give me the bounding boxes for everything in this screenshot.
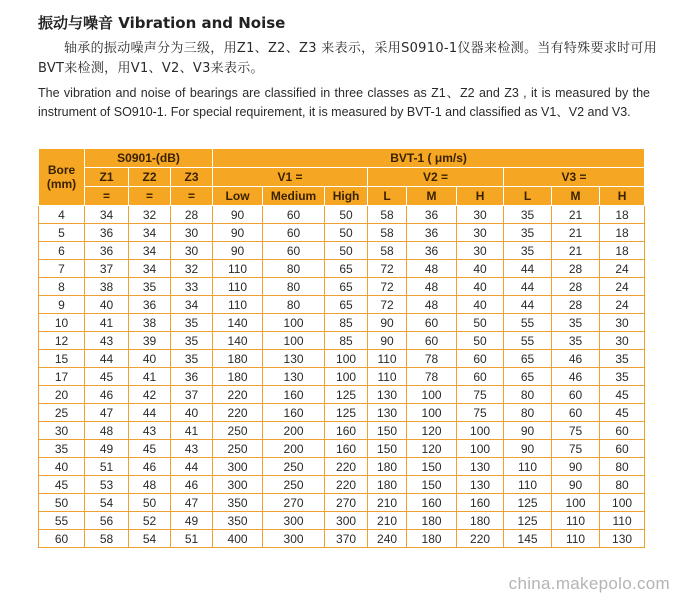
value-cell: 160 [325, 422, 368, 440]
value-cell: 34 [85, 206, 129, 224]
value-cell: 46 [171, 476, 213, 494]
value-cell: 65 [325, 296, 368, 314]
value-cell: 34 [171, 296, 213, 314]
value-cell: 60 [552, 386, 600, 404]
value-cell: 21 [552, 242, 600, 260]
value-cell: 46 [552, 368, 600, 386]
value-cell: 28 [171, 206, 213, 224]
value-cell: 180 [368, 476, 407, 494]
value-cell: 35 [171, 350, 213, 368]
value-cell: 38 [85, 278, 129, 296]
value-cell: 220 [213, 404, 263, 422]
value-cell: 370 [325, 530, 368, 548]
table-row [39, 260, 645, 278]
value-cell: 270 [325, 494, 368, 512]
table-row [39, 278, 645, 296]
value-cell: 58 [368, 206, 407, 224]
value-cell: 47 [85, 404, 129, 422]
value-cell: 54 [85, 494, 129, 512]
value-cell: 45 [85, 368, 129, 386]
value-cell: 220 [457, 530, 504, 548]
value-cell: 42 [129, 386, 171, 404]
bvt-header: BVT-1 ( μm/s) [213, 149, 645, 168]
table-row [39, 422, 645, 440]
value-cell: 210 [368, 512, 407, 530]
value-cell: 160 [325, 440, 368, 458]
value-cell: 130 [457, 476, 504, 494]
value-cell: 46 [129, 458, 171, 476]
value-cell: 47 [171, 494, 213, 512]
table-row [39, 368, 645, 386]
value-cell: 80 [600, 476, 645, 494]
value-cell: 350 [213, 494, 263, 512]
s0901-header: S0901-(dB) [85, 149, 213, 168]
value-cell: 100 [407, 386, 457, 404]
value-cell: 100 [600, 494, 645, 512]
v3-l-header: L [504, 187, 552, 206]
value-cell: 125 [325, 386, 368, 404]
v1-medium-header: Medium [263, 187, 325, 206]
value-cell: 34 [129, 224, 171, 242]
value-cell: 140 [213, 332, 263, 350]
value-cell: 72 [368, 278, 407, 296]
value-cell: 120 [407, 422, 457, 440]
value-cell: 49 [171, 512, 213, 530]
value-cell: 75 [552, 422, 600, 440]
value-cell: 40 [171, 404, 213, 422]
v1-header: V1 = [213, 168, 368, 187]
table-row [39, 242, 645, 260]
value-cell: 220 [325, 458, 368, 476]
value-cell: 180 [407, 530, 457, 548]
value-cell: 110 [213, 296, 263, 314]
table-row [39, 440, 645, 458]
value-cell: 36 [407, 242, 457, 260]
value-cell: 18 [600, 224, 645, 242]
value-cell: 160 [407, 494, 457, 512]
value-cell: 24 [600, 278, 645, 296]
value-cell: 54 [129, 530, 171, 548]
table-row [39, 314, 645, 332]
value-cell: 40 [129, 350, 171, 368]
value-cell: 90 [213, 206, 263, 224]
value-cell: 150 [368, 422, 407, 440]
value-cell: 33 [171, 278, 213, 296]
value-cell: 90 [504, 440, 552, 458]
table-row [39, 458, 645, 476]
value-cell: 35 [504, 224, 552, 242]
table-row [39, 386, 645, 404]
bore-label: Bore [47, 163, 76, 177]
value-cell: 60 [457, 368, 504, 386]
value-cell: 75 [552, 440, 600, 458]
value-cell: 100 [457, 422, 504, 440]
value-cell: 48 [407, 296, 457, 314]
bore-cell: 50 [39, 494, 85, 512]
z2-sub: = [129, 187, 171, 206]
value-cell: 220 [213, 386, 263, 404]
chinese-description: 轴承的振动噪声分为三级，用Z1、Z2、Z3 来表示，采用S0910-1仪器来检测。当有特殊要求时可用BVT来检测，用V1、V2、V3来表示。 [38, 41, 657, 76]
bore-header [39, 149, 85, 206]
value-cell: 18 [600, 242, 645, 260]
value-cell: 40 [457, 296, 504, 314]
bore-cell: 5 [39, 224, 85, 242]
value-cell: 110 [213, 260, 263, 278]
value-cell: 125 [504, 494, 552, 512]
value-cell: 51 [171, 530, 213, 548]
value-cell: 46 [552, 350, 600, 368]
value-cell: 32 [129, 206, 171, 224]
value-cell: 60 [457, 350, 504, 368]
value-cell: 28 [552, 278, 600, 296]
value-cell: 250 [213, 440, 263, 458]
value-cell: 50 [325, 206, 368, 224]
value-cell: 140 [213, 314, 263, 332]
value-cell: 41 [129, 368, 171, 386]
v2-l-header: L [368, 187, 407, 206]
bore-cell: 10 [39, 314, 85, 332]
z1-header: Z1 [85, 168, 129, 187]
value-cell: 110 [504, 476, 552, 494]
value-cell: 50 [325, 242, 368, 260]
value-cell: 80 [263, 296, 325, 314]
value-cell: 85 [325, 332, 368, 350]
value-cell: 80 [263, 278, 325, 296]
value-cell: 160 [263, 404, 325, 422]
value-cell: 56 [85, 512, 129, 530]
z1-sub: = [85, 187, 129, 206]
value-cell: 48 [407, 278, 457, 296]
value-cell: 180 [213, 350, 263, 368]
value-cell: 35 [600, 350, 645, 368]
bore-cell: 15 [39, 350, 85, 368]
value-cell: 210 [368, 494, 407, 512]
bore-cell: 40 [39, 458, 85, 476]
value-cell: 300 [263, 530, 325, 548]
value-cell: 120 [407, 440, 457, 458]
value-cell: 130 [263, 368, 325, 386]
value-cell: 80 [504, 404, 552, 422]
value-cell: 30 [457, 206, 504, 224]
value-cell: 100 [325, 368, 368, 386]
page-title: 振动与噪音 Vibration and Noise [38, 14, 286, 32]
value-cell: 41 [171, 422, 213, 440]
v3-h-header: H [600, 187, 645, 206]
value-cell: 43 [85, 332, 129, 350]
value-cell: 110 [213, 278, 263, 296]
value-cell: 35 [600, 368, 645, 386]
value-cell: 35 [171, 314, 213, 332]
value-cell: 80 [600, 458, 645, 476]
v3-header: V3 = [504, 168, 645, 187]
value-cell: 90 [504, 422, 552, 440]
value-cell: 39 [129, 332, 171, 350]
bore-cell: 9 [39, 296, 85, 314]
value-cell: 43 [171, 440, 213, 458]
value-cell: 110 [368, 350, 407, 368]
value-cell: 36 [171, 368, 213, 386]
value-cell: 35 [129, 278, 171, 296]
value-cell: 24 [600, 260, 645, 278]
bore-cell: 20 [39, 386, 85, 404]
bore-cell: 35 [39, 440, 85, 458]
value-cell: 110 [552, 530, 600, 548]
value-cell: 30 [171, 242, 213, 260]
bore-cell: 55 [39, 512, 85, 530]
value-cell: 38 [129, 314, 171, 332]
value-cell: 72 [368, 260, 407, 278]
value-cell: 48 [85, 422, 129, 440]
value-cell: 44 [85, 350, 129, 368]
value-cell: 250 [263, 476, 325, 494]
value-cell: 35 [504, 206, 552, 224]
value-cell: 240 [368, 530, 407, 548]
value-cell: 36 [407, 224, 457, 242]
value-cell: 100 [263, 314, 325, 332]
value-cell: 50 [457, 314, 504, 332]
z3-sub: = [171, 187, 213, 206]
value-cell: 300 [213, 458, 263, 476]
value-cell: 58 [368, 224, 407, 242]
value-cell: 300 [325, 512, 368, 530]
table-row [39, 512, 645, 530]
value-cell: 65 [325, 278, 368, 296]
value-cell: 37 [171, 386, 213, 404]
value-cell: 53 [85, 476, 129, 494]
value-cell: 37 [85, 260, 129, 278]
v3-m-header: M [552, 187, 600, 206]
v1-high-header: High [325, 187, 368, 206]
value-cell: 130 [368, 404, 407, 422]
value-cell: 85 [325, 314, 368, 332]
bore-cell: 25 [39, 404, 85, 422]
value-cell: 55 [504, 314, 552, 332]
value-cell: 30 [457, 224, 504, 242]
value-cell: 110 [552, 512, 600, 530]
value-cell: 200 [263, 422, 325, 440]
value-cell: 30 [600, 332, 645, 350]
value-cell: 300 [263, 512, 325, 530]
value-cell: 145 [504, 530, 552, 548]
value-cell: 44 [504, 296, 552, 314]
value-cell: 150 [407, 458, 457, 476]
value-cell: 100 [457, 440, 504, 458]
value-cell: 52 [129, 512, 171, 530]
value-cell: 75 [457, 404, 504, 422]
value-cell: 44 [504, 278, 552, 296]
value-cell: 30 [600, 314, 645, 332]
z3-header: Z3 [171, 168, 213, 187]
value-cell: 160 [457, 494, 504, 512]
value-cell: 75 [457, 386, 504, 404]
value-cell: 270 [263, 494, 325, 512]
value-cell: 34 [129, 242, 171, 260]
value-cell: 90 [213, 224, 263, 242]
bore-unit: (mm) [46, 177, 77, 191]
value-cell: 100 [407, 404, 457, 422]
value-cell: 400 [213, 530, 263, 548]
value-cell: 60 [263, 242, 325, 260]
value-cell: 60 [407, 332, 457, 350]
v2-m-header: M [407, 187, 457, 206]
value-cell: 40 [457, 260, 504, 278]
value-cell: 28 [552, 296, 600, 314]
value-cell: 110 [600, 512, 645, 530]
value-cell: 35 [504, 242, 552, 260]
value-cell: 36 [129, 296, 171, 314]
value-cell: 49 [85, 440, 129, 458]
value-cell: 60 [263, 224, 325, 242]
bore-cell: 60 [39, 530, 85, 548]
table-row [39, 404, 645, 422]
value-cell: 80 [504, 386, 552, 404]
value-cell: 58 [85, 530, 129, 548]
table-row [39, 332, 645, 350]
value-cell: 65 [504, 350, 552, 368]
value-cell: 180 [457, 512, 504, 530]
value-cell: 130 [600, 530, 645, 548]
value-cell: 125 [325, 404, 368, 422]
bore-cell: 30 [39, 422, 85, 440]
value-cell: 21 [552, 206, 600, 224]
value-cell: 65 [504, 368, 552, 386]
table-row [39, 530, 645, 548]
value-cell: 21 [552, 224, 600, 242]
value-cell: 180 [368, 458, 407, 476]
table-row [39, 476, 645, 494]
value-cell: 45 [600, 386, 645, 404]
value-cell: 90 [552, 458, 600, 476]
value-cell: 44 [504, 260, 552, 278]
value-cell: 36 [407, 206, 457, 224]
value-cell: 78 [407, 350, 457, 368]
watermark: china.makepolo.com [508, 574, 670, 593]
value-cell: 40 [85, 296, 129, 314]
value-cell: 36 [85, 224, 129, 242]
value-cell: 35 [552, 332, 600, 350]
value-cell: 30 [171, 224, 213, 242]
bore-cell: 45 [39, 476, 85, 494]
value-cell: 100 [552, 494, 600, 512]
value-cell: 100 [325, 350, 368, 368]
value-cell: 18 [600, 206, 645, 224]
value-cell: 35 [552, 314, 600, 332]
value-cell: 130 [368, 386, 407, 404]
value-cell: 100 [263, 332, 325, 350]
value-cell: 90 [368, 314, 407, 332]
value-cell: 35 [171, 332, 213, 350]
value-cell: 60 [600, 440, 645, 458]
value-cell: 48 [129, 476, 171, 494]
value-cell: 48 [407, 260, 457, 278]
v1-low-header: Low [213, 187, 263, 206]
value-cell: 110 [368, 368, 407, 386]
value-cell: 180 [407, 512, 457, 530]
value-cell: 58 [368, 242, 407, 260]
table-row [39, 296, 645, 314]
value-cell: 24 [600, 296, 645, 314]
value-cell: 51 [85, 458, 129, 476]
bore-cell: 4 [39, 206, 85, 224]
value-cell: 28 [552, 260, 600, 278]
value-cell: 60 [263, 206, 325, 224]
value-cell: 130 [263, 350, 325, 368]
value-cell: 150 [368, 440, 407, 458]
z2-header: Z2 [129, 168, 171, 187]
value-cell: 50 [457, 332, 504, 350]
value-cell: 44 [129, 404, 171, 422]
value-cell: 78 [407, 368, 457, 386]
value-cell: 150 [407, 476, 457, 494]
value-cell: 250 [213, 422, 263, 440]
bore-cell: 6 [39, 242, 85, 260]
value-cell: 110 [504, 458, 552, 476]
value-cell: 44 [171, 458, 213, 476]
value-cell: 46 [85, 386, 129, 404]
value-cell: 45 [129, 440, 171, 458]
value-cell: 45 [600, 404, 645, 422]
table-row [39, 224, 645, 242]
value-cell: 50 [129, 494, 171, 512]
value-cell: 43 [129, 422, 171, 440]
value-cell: 250 [263, 458, 325, 476]
value-cell: 90 [368, 332, 407, 350]
value-cell: 90 [213, 242, 263, 260]
table-row [39, 350, 645, 368]
table-row [39, 494, 645, 512]
value-cell: 72 [368, 296, 407, 314]
english-description: The vibration and noise of bearings are classified in three classes as Z1、Z2 and Z3 , it is measured by the instrument of SO910-1. For special requirement, it is measured by BVT-1 and classified as V1、V2 and V3. [38, 86, 650, 119]
v2-header: V2 = [368, 168, 504, 187]
bore-cell: 12 [39, 332, 85, 350]
table-row [39, 206, 645, 224]
v2-h-header: H [457, 187, 504, 206]
bore-cell: 8 [39, 278, 85, 296]
value-cell: 34 [129, 260, 171, 278]
value-cell: 180 [213, 368, 263, 386]
value-cell: 50 [325, 224, 368, 242]
value-cell: 130 [457, 458, 504, 476]
value-cell: 30 [457, 242, 504, 260]
vibration-noise-table [38, 148, 645, 548]
table-body [39, 206, 645, 548]
value-cell: 220 [325, 476, 368, 494]
value-cell: 36 [85, 242, 129, 260]
value-cell: 300 [213, 476, 263, 494]
value-cell: 60 [600, 422, 645, 440]
value-cell: 160 [263, 386, 325, 404]
value-cell: 60 [552, 404, 600, 422]
value-cell: 125 [504, 512, 552, 530]
value-cell: 200 [263, 440, 325, 458]
value-cell: 350 [213, 512, 263, 530]
value-cell: 55 [504, 332, 552, 350]
bore-cell: 17 [39, 368, 85, 386]
value-cell: 90 [552, 476, 600, 494]
value-cell: 60 [407, 314, 457, 332]
value-cell: 32 [171, 260, 213, 278]
value-cell: 41 [85, 314, 129, 332]
value-cell: 40 [457, 278, 504, 296]
bore-cell: 7 [39, 260, 85, 278]
value-cell: 80 [263, 260, 325, 278]
value-cell: 65 [325, 260, 368, 278]
